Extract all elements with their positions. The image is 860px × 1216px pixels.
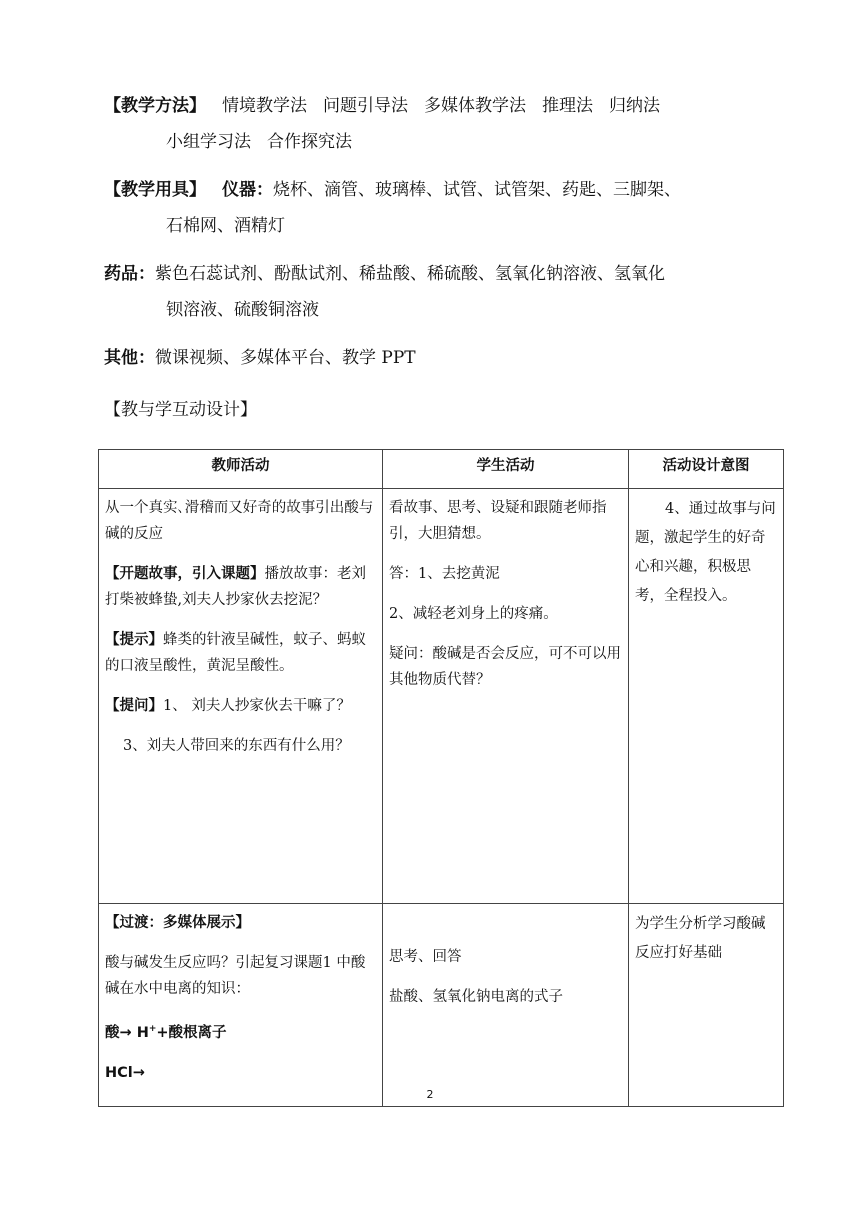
instruments-label: 仪器： <box>222 180 273 200</box>
student-activity-cell <box>383 489 629 904</box>
drugs-label: 药品： <box>104 264 155 284</box>
student-line: 思考、回答 <box>389 949 462 965</box>
header-student-activity: 学生活动 <box>383 450 629 489</box>
formula-sup: + <box>148 1024 157 1034</box>
header-teacher-activity: 教师活动 <box>99 450 383 489</box>
hint-paragraph <box>105 627 376 679</box>
activity-table <box>98 449 784 1107</box>
story-label: 【开题故事，引入课题】 <box>105 565 265 582</box>
hcl-formula <box>105 1060 376 1086</box>
hint-text: 蜂类的针液呈碱性，蚊子、蚂蚁的口液呈酸性，黄泥呈酸性。 <box>105 632 366 674</box>
method-item: 合作探究法 <box>267 132 352 152</box>
ask-text: 1、 刘夫人抄家伙去干嘛了？ <box>163 698 351 714</box>
student-activity-cell <box>383 904 629 1107</box>
student-line: 盐酸、氢氧化钠电离的式子 <box>389 989 563 1005</box>
transition-text: 酸与碱发生反应吗？引起复习课题1 中酸碱在水中电离的知识： <box>105 955 366 997</box>
acid-formula <box>105 1016 376 1046</box>
formula-hcl: HCl <box>105 1064 133 1081</box>
student-question: 疑问：酸碱是否会反应，可不可以用其他物质代替？ <box>389 646 621 688</box>
table-row <box>99 904 784 1107</box>
student-answer: 答：1、去挖黄泥 <box>389 566 500 582</box>
design-intent-cell <box>629 489 784 904</box>
table-row <box>99 489 784 904</box>
table-header-row <box>99 450 784 489</box>
teaching-methods-label: 【教学方法】 <box>104 96 206 116</box>
arrow-icon: → <box>119 1024 132 1041</box>
ask-paragraph <box>105 693 376 719</box>
ask-label: 【提问】 <box>105 697 163 714</box>
method-item: 推理法 <box>542 96 593 116</box>
arrow-icon: → <box>132 1064 145 1081</box>
other-text: 微课视频、多媒体平台、教学 PPT <box>155 348 416 368</box>
teaching-tools-section <box>104 172 794 244</box>
transition-label: 【过渡：多媒体展示】 <box>105 914 250 931</box>
design-heading: 【教与学互动设计】 <box>104 400 257 420</box>
header-design-intent: 活动设计意图 <box>629 450 784 489</box>
story-paragraph <box>105 561 376 613</box>
teaching-methods-section <box>104 88 794 160</box>
teaching-tools-label: 【教学用具】 <box>104 180 206 200</box>
drugs-section <box>104 256 794 328</box>
hint-label: 【提示】 <box>105 631 163 648</box>
intent-text: 4、通过故事与问题，激起学生的好奇心和兴趣，积极思考，全程投入。 <box>635 501 776 604</box>
formula-acid: 酸 <box>105 1023 120 1041</box>
student-answer: 2、减轻老刘身上的疼痛。 <box>389 606 558 622</box>
teacher-activity-cell <box>99 904 383 1107</box>
story-text: 播放故事：老刘打柴被蜂蛰,刘夫人抄家伙去挖泥？ <box>105 566 366 608</box>
method-item: 归纳法 <box>609 96 660 116</box>
formula-acid-ion: +酸根离子 <box>156 1023 227 1041</box>
method-item: 情境教学法 <box>222 96 307 116</box>
drugs-list-cont: 钡溶液、硫酸铜溶液 <box>166 300 319 320</box>
teacher-activity-cell <box>99 489 383 904</box>
other-label: 其他： <box>104 348 155 368</box>
method-item: 多媒体教学法 <box>424 96 526 116</box>
ask-3-text: 3、刘夫人带回来的东西有什么用？ <box>123 738 350 754</box>
other-section <box>104 340 794 376</box>
formula-h: H <box>131 1024 149 1041</box>
intent-text: 为学生分析学习酸碱反应打好基础 <box>635 916 766 961</box>
method-item: 问题引导法 <box>323 96 408 116</box>
instruments-list: 烧杯、滴管、玻璃棒、试管、试管架、药匙、三脚架、 <box>273 180 681 200</box>
instruments-list-cont: 石棉网、酒精灯 <box>166 216 285 236</box>
method-item: 小组学习法 <box>166 132 251 152</box>
design-intent-cell <box>629 904 784 1107</box>
intro-text: 从一个真实､滑稽而又好奇的故事引出酸与碱的反应 <box>105 500 374 542</box>
student-line: 看故事、思考、设疑和跟随老师指引，大胆猜想。 <box>389 500 607 542</box>
drugs-list: 紫色石蕊试剂、酚酞试剂、稀盐酸、稀硫酸、氢氧化钠溶液、氢氧化 <box>155 264 665 284</box>
page-number: 2 <box>426 1088 434 1101</box>
